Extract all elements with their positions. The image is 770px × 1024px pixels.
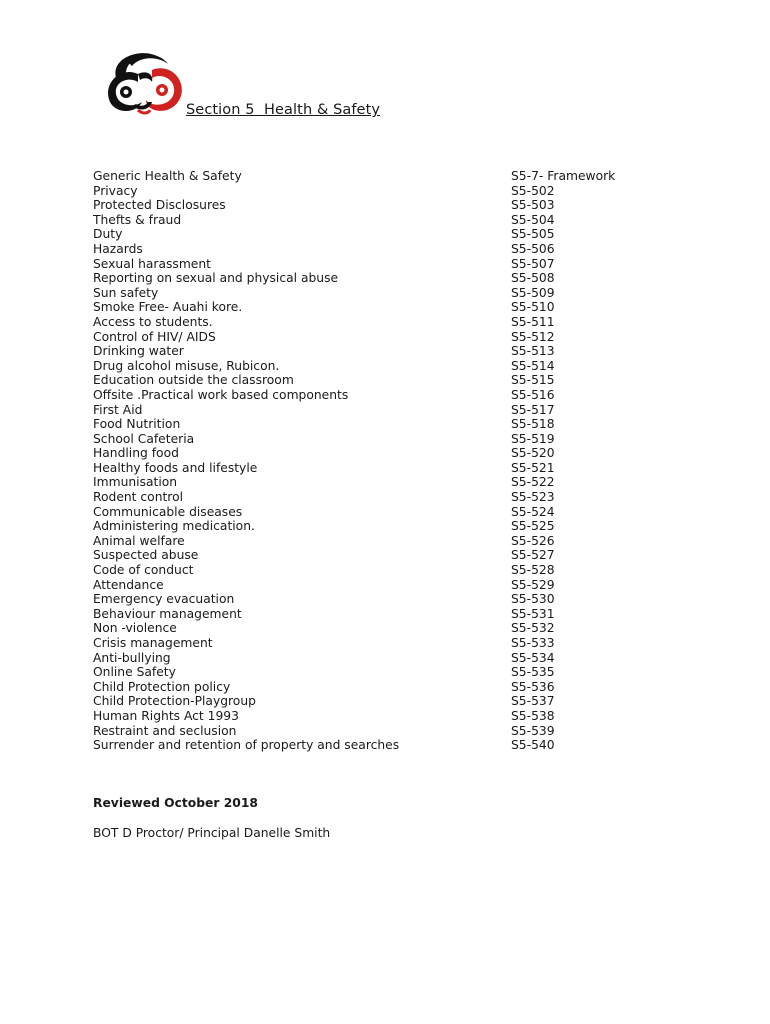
policy-code: S5-529 (511, 577, 555, 592)
policy-code: S5-507 (511, 256, 555, 271)
policy-name: Handling food (93, 446, 179, 461)
policy-code: S5-514 (511, 358, 555, 373)
policy-name: Healthy foods and lifestyle (93, 460, 258, 475)
policy-row (93, 738, 653, 753)
policy-code: S5-528 (511, 563, 555, 578)
policy-name: Emergency evacuation (93, 592, 235, 607)
policy-code: S5-523 (511, 490, 555, 505)
policy-row (93, 271, 653, 286)
policy-row (93, 227, 653, 242)
policy-name: Attendance (93, 577, 164, 592)
policy-row (93, 330, 653, 345)
policy-name: Suspected abuse (93, 548, 199, 563)
policy-name: Administering medication. (93, 519, 255, 534)
policy-name: Drug alcohol misuse, Rubicon. (93, 358, 280, 373)
policy-row (93, 607, 653, 622)
policy-name: Sun safety (93, 285, 159, 300)
policy-row (93, 651, 653, 666)
policy-name: Food Nutrition (93, 417, 181, 432)
policy-code: S5-540 (511, 738, 555, 753)
policy-name: Hazards (93, 241, 143, 256)
policy-code: S5-532 (511, 621, 555, 636)
policy-name: Rodent control (93, 490, 184, 505)
policy-name: Drinking water (93, 344, 184, 359)
policy-code: S5-533 (511, 636, 555, 650)
policy-row (93, 665, 653, 680)
policy-code: S5-511 (511, 314, 555, 329)
policy-code: S5-510 (511, 300, 555, 315)
policy-row (93, 694, 653, 709)
policy-row (93, 548, 653, 563)
policy-name: Sexual harassment (93, 256, 211, 271)
policy-name: Smoke Free- Auahi kore. (93, 300, 243, 315)
policy-code: S5-518 (511, 417, 555, 432)
policy-code: S5-525 (511, 519, 555, 534)
policy-code: S5-512 (511, 329, 555, 344)
policy-code: S5-517 (511, 402, 555, 417)
policy-name: Child Protection-Playgroup (93, 694, 256, 709)
policy-row (93, 461, 653, 476)
policy-code: S5-508 (511, 271, 555, 286)
policy-row (93, 169, 653, 184)
policy-row (93, 534, 653, 549)
policy-code: S5-539 (511, 723, 555, 738)
policy-code: S5-526 (511, 533, 555, 548)
policy-row (93, 344, 653, 359)
policy-code: S5-7- Framework (511, 169, 616, 183)
policy-name: Online Safety (93, 665, 176, 680)
policy-row (93, 563, 653, 578)
policy-name: Protected Disclosures (93, 198, 226, 213)
policy-row (93, 519, 653, 534)
policy-row (93, 709, 653, 724)
policy-name: Immunisation (93, 475, 178, 490)
policy-row (93, 359, 653, 374)
policy-name: Communicable diseases (93, 504, 243, 519)
policy-row (93, 403, 653, 418)
policy-name: Human Rights Act 1993 (93, 708, 239, 723)
policy-row (93, 257, 653, 272)
reviewed-date: Reviewed October 2018 (93, 796, 258, 810)
policy-name: Education outside the classroom (93, 373, 294, 388)
page-title: Section 5 Health & Safety (186, 102, 381, 118)
policy-row (93, 388, 653, 403)
policy-row (93, 621, 653, 636)
policy-code: S5-521 (511, 460, 555, 475)
policy-name: Offsite .Practical work based components (93, 387, 349, 402)
policy-code: S5-503 (511, 198, 555, 213)
policy-code: S5-509 (511, 285, 555, 300)
policy-name: Access to students. (93, 314, 213, 329)
signoff-line: BOT D Proctor/ Principal Danelle Smith (93, 826, 331, 840)
policy-name: Code of conduct (93, 563, 194, 578)
policy-name: Behaviour management (93, 606, 242, 621)
policy-row (93, 578, 653, 593)
policy-name: School Cafeteria (93, 431, 195, 446)
policy-row (93, 636, 653, 651)
policy-row (93, 198, 653, 213)
policy-row (93, 475, 653, 490)
policy-row (93, 505, 653, 520)
policy-code: S5-530 (511, 592, 555, 607)
policy-row (93, 300, 653, 315)
policy-name: Child Protection policy (93, 679, 231, 694)
policy-list (93, 169, 653, 753)
policy-row (93, 490, 653, 505)
policy-code: S5-538 (511, 708, 555, 723)
policy-name: Privacy (93, 183, 138, 198)
policy-name: Reporting on sexual and physical abuse (93, 271, 339, 286)
policy-code: S5-535 (511, 665, 555, 680)
policy-name: Animal welfare (93, 533, 185, 548)
policy-code: S5-506 (511, 241, 555, 256)
policy-row (93, 213, 653, 228)
policy-row (93, 446, 653, 461)
policy-row (93, 315, 653, 330)
policy-code: S5-536 (511, 679, 555, 694)
policy-row (93, 242, 653, 257)
policy-code: S5-516 (511, 387, 555, 402)
policy-name: Non -violence (93, 621, 177, 636)
policy-name: Surrender and retention of property and searches (93, 738, 400, 753)
policy-code: S5-513 (511, 344, 555, 359)
policy-row (93, 724, 653, 739)
policy-row (93, 286, 653, 301)
policy-row (93, 184, 653, 199)
policy-row (93, 680, 653, 695)
policy-code: S5-502 (511, 183, 555, 198)
policy-code: S5-531 (511, 606, 555, 621)
policy-code: S5-527 (511, 548, 555, 563)
policy-name: Restraint and seclusion (93, 723, 237, 738)
policy-name: Thefts & fraud (93, 212, 182, 227)
policy-code: S5-534 (511, 650, 555, 665)
policy-code: S5-504 (511, 212, 555, 227)
policy-code: S5-524 (511, 504, 555, 519)
policy-name: First Aid (93, 402, 143, 417)
policy-row (93, 432, 653, 447)
policy-name: Anti-bullying (93, 650, 171, 665)
policy-code: S5-515 (511, 373, 555, 388)
policy-name: Generic Health & Safety (93, 169, 242, 183)
policy-code: S5-519 (511, 431, 555, 446)
koru-logo-icon (102, 44, 188, 116)
policy-row (93, 417, 653, 432)
policy-code: S5-537 (511, 694, 555, 709)
policy-name: Crisis management (93, 636, 213, 650)
policy-code: S5-505 (511, 227, 555, 242)
policy-row (93, 373, 653, 388)
policy-row (93, 592, 653, 607)
policy-code: S5-520 (511, 446, 555, 461)
policy-name: Control of HIV/ AIDS (93, 329, 216, 344)
policy-name: Duty (93, 227, 123, 242)
policy-code: S5-522 (511, 475, 555, 490)
